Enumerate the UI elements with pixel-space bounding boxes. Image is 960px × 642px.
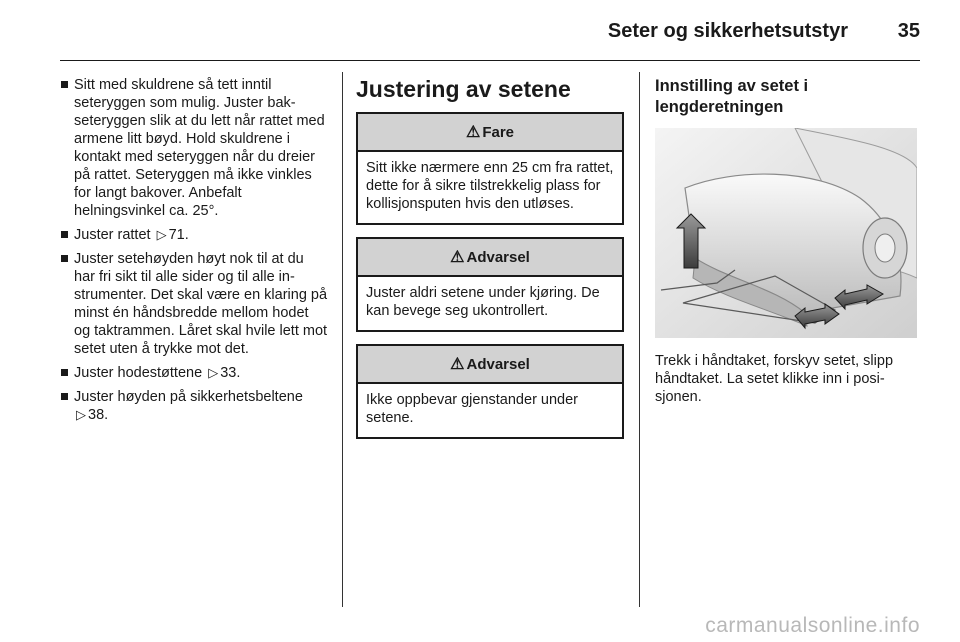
subsection-title: Innstilling av setet i lengderetningen (655, 77, 809, 116)
list-item: Juster høyden på sikkerhetsbeltene ▷ 38. (60, 388, 328, 424)
warning-box-header: ⚠ Fare (358, 114, 622, 152)
seat-adjustment-illustration (655, 128, 917, 338)
left-column (60, 76, 328, 430)
warning-box (356, 344, 624, 439)
body-text: Trekk i håndtaket, forskyv setet, slipp håndtaket. La setet klikke inn i posisjonen. (655, 353, 894, 405)
bullet-list (60, 76, 328, 424)
warning-box-text: Ikke oppbevar gjenstander under setene. (366, 392, 579, 426)
page-title: Seter og sikkerhetsutstyr (607, 20, 848, 42)
list-item: Juster rattet ▷ 71. (60, 226, 328, 244)
warning-box-header: ⚠ Advarsel (358, 346, 622, 384)
page-reference-link[interactable]: 33. (220, 365, 241, 381)
section-title: Justering av setene (356, 76, 571, 102)
warning-triangle-icon: ⚠ (465, 124, 481, 141)
page-reference-link[interactable]: 71. (168, 227, 189, 243)
watermark: carmanualsonline.info (705, 614, 920, 637)
page-reference-link[interactable]: 38. (88, 407, 109, 423)
warning-box-text: Sitt ikke nærmere enn 25 cm fra rattet, dette for å sikre tilstrekkelig plass for kollisjonsputen hvis den utløses. (366, 160, 614, 212)
column-divider (342, 72, 343, 607)
warning-triangle-icon: ⚠ (450, 356, 465, 373)
danger-box (356, 112, 624, 225)
reference-arrow-icon: ▷ (156, 227, 167, 242)
page-header (0, 0, 960, 62)
warning-box-text: Juster aldri setene under kjøring. De kan bevege seg ukontrollert. (366, 285, 600, 319)
warning-box-header: ⚠ Advarsel (358, 239, 622, 277)
warning-triangle-icon: ⚠ (450, 249, 465, 266)
list-item: Sitt med skuldrene så tett inntil seteryggen som mulig. Juster bakseteryggen slik at du lett når rattet med armene litt bøyd. Hold skuldrene i kontakt med seteryggen når du dreier på rattet. Seteryggen må ikke vinkles for langt bakover. Anbefalt helningsvinkel ca. 25°. (60, 76, 328, 220)
right-column (655, 76, 923, 406)
column-divider (639, 72, 640, 607)
reference-arrow-icon: ▷ (76, 407, 86, 422)
page-number: 35 (897, 20, 920, 42)
list-item: Juster hodestøttene ▷ 33. (60, 364, 328, 382)
reference-arrow-icon: ▷ (208, 365, 219, 380)
header-rule (60, 60, 920, 61)
list-item: Juster setehøyden høyt nok til at du har fri sikt til alle sider og til alle instrumenter. Det skal være en klaring på minst én håndsbredde mellom hodet og taktrammen. Låret skal hvile lett mot setet uten å trykke mot det. (60, 250, 328, 358)
middle-column (356, 76, 624, 451)
warning-box (356, 237, 624, 332)
